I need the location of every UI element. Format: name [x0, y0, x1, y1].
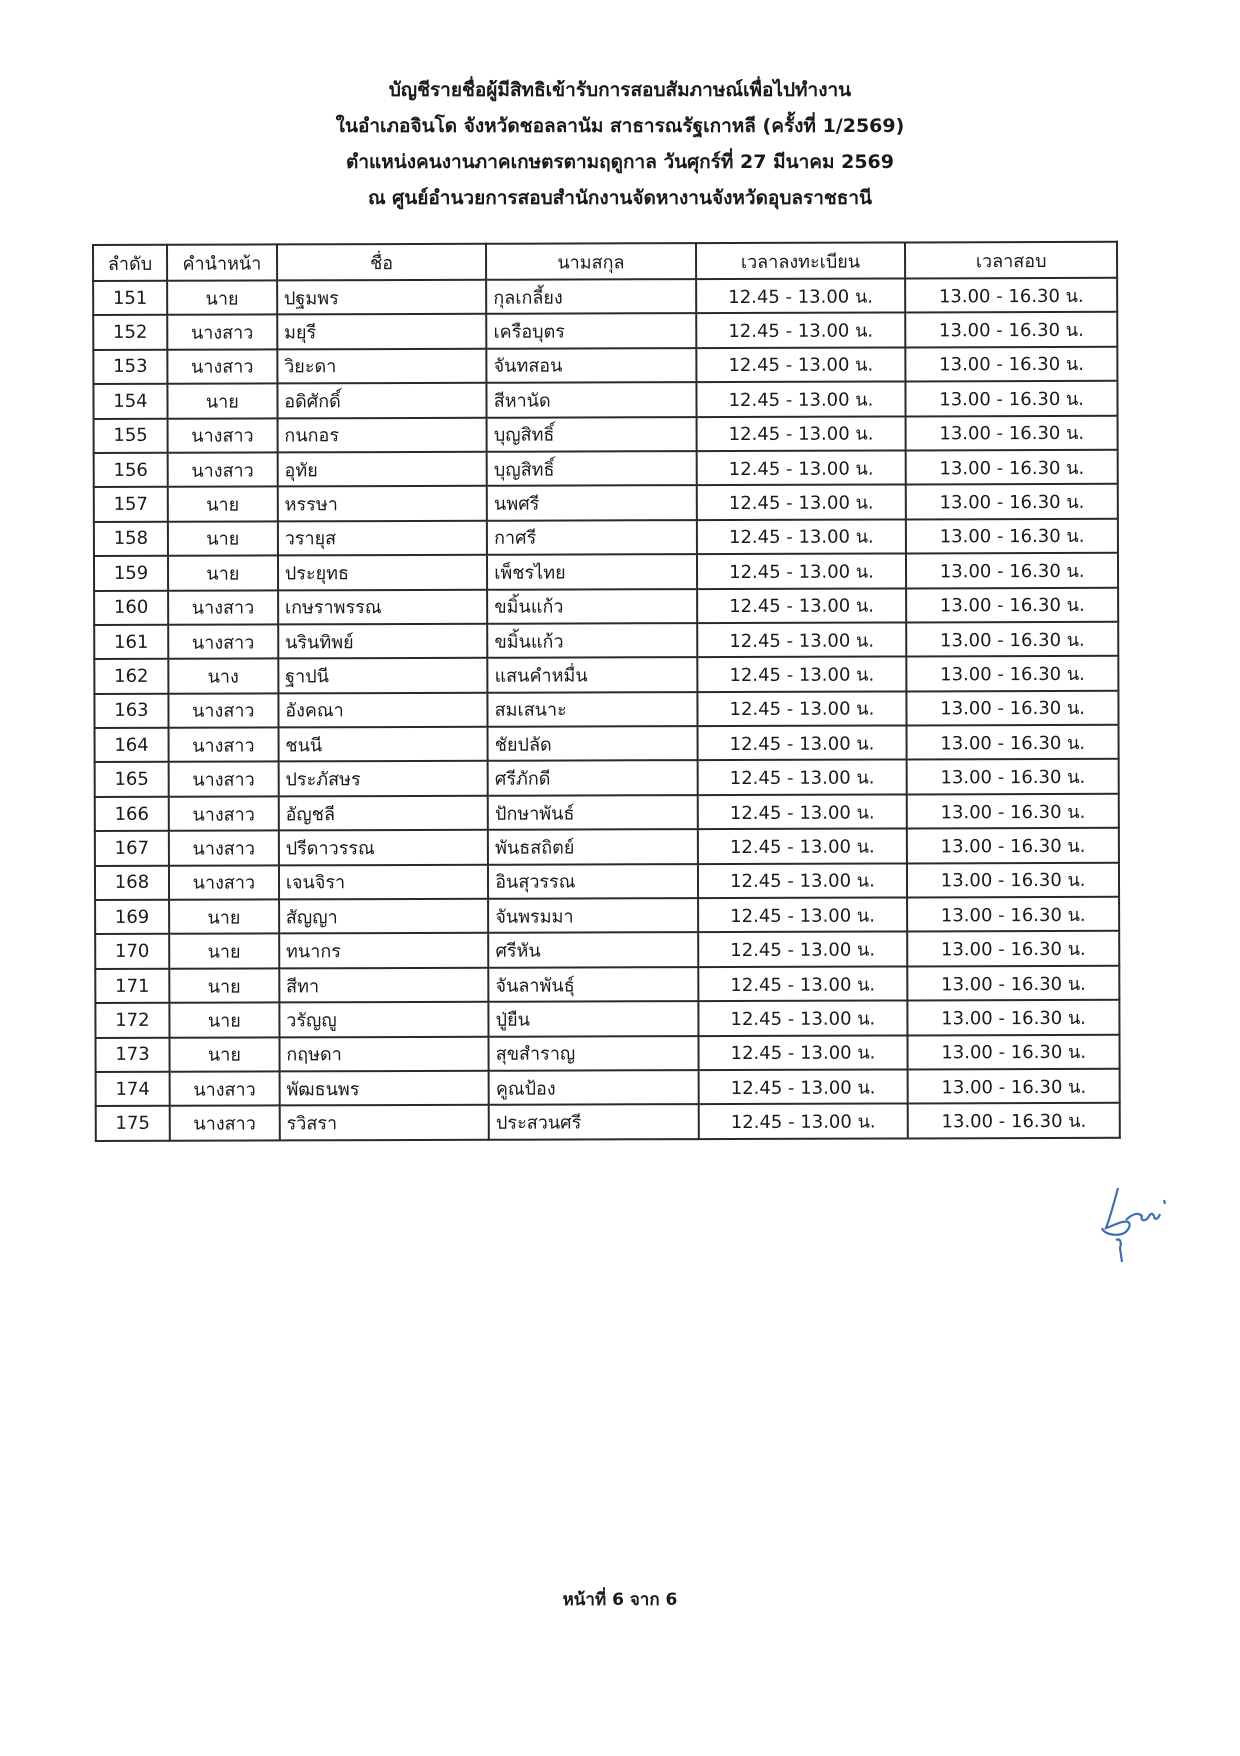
- cell-exam-time: 13.00 - 16.30 น.: [906, 347, 1118, 382]
- cell-surname: เครือบุตร: [486, 313, 695, 348]
- cell-registration-time: 12.45 - 13.00 น.: [697, 588, 907, 623]
- table-row: [95, 966, 1119, 1004]
- cell-registration-time: 12.45 - 13.00 น.: [697, 829, 907, 864]
- cell-order: 165: [95, 762, 169, 797]
- table-row: [95, 725, 1119, 763]
- cell-registration-time: 12.45 - 13.00 น.: [697, 657, 907, 692]
- cell-prefix: นาย: [169, 1037, 279, 1072]
- table-row: [94, 553, 1118, 591]
- table-row: [95, 862, 1119, 900]
- cell-exam-time: 13.00 - 16.30 น.: [907, 794, 1119, 829]
- cell-exam-time: 13.00 - 16.30 น.: [908, 1069, 1120, 1104]
- cell-prefix: นาย: [168, 556, 278, 591]
- table-row: [93, 278, 1117, 316]
- cell-first-name: ชนนี: [278, 727, 488, 762]
- cell-prefix: นางสาว: [168, 452, 278, 487]
- cell-order: 156: [94, 453, 168, 488]
- cell-exam-time: 13.00 - 16.30 น.: [907, 862, 1119, 897]
- table-row: [94, 484, 1118, 522]
- cell-order: 175: [96, 1106, 170, 1141]
- cell-surname: พันธสถิตย์: [488, 829, 697, 864]
- cell-registration-time: 12.45 - 13.00 น.: [698, 1001, 908, 1036]
- cell-registration-time: 12.45 - 13.00 น.: [698, 1104, 908, 1139]
- header-first-name: ชื่อ: [277, 244, 487, 281]
- table-row: [94, 622, 1118, 660]
- cell-surname: อินสุวรรณ: [488, 864, 697, 899]
- cell-first-name: พัฒธนพร: [279, 1071, 489, 1106]
- cell-surname: จันทสอน: [487, 348, 696, 383]
- cell-registration-time: 12.45 - 13.00 น.: [697, 691, 907, 726]
- cell-exam-time: 13.00 - 16.30 น.: [906, 519, 1118, 554]
- cell-order: 160: [94, 590, 168, 625]
- cell-registration-time: 12.45 - 13.00 น.: [696, 416, 906, 451]
- table-row: [93, 347, 1117, 385]
- cell-prefix: นาย: [169, 1003, 279, 1038]
- table-body: [93, 278, 1120, 1141]
- cell-registration-time: 12.45 - 13.00 น.: [696, 485, 906, 520]
- cell-order: 168: [95, 865, 169, 900]
- header-registration-time: เวลาลงทะเบียน: [696, 242, 906, 279]
- title-line-4: ณ ศูนย์อำนวยการสอบสำนักงานจัดหางานจังหวัดอุบลราชธานี: [367, 187, 873, 209]
- cell-surname: จันพรมมา: [488, 898, 697, 933]
- table-row: [94, 690, 1118, 728]
- cell-first-name: กนกอร: [277, 417, 487, 452]
- cell-surname: คูณป้อง: [489, 1070, 698, 1105]
- table-row: [95, 828, 1119, 866]
- cell-first-name: อังคณา: [278, 692, 488, 727]
- cell-prefix: นาย: [167, 384, 277, 419]
- cell-order: 161: [94, 625, 168, 660]
- cell-registration-time: 12.45 - 13.00 น.: [697, 794, 907, 829]
- cell-exam-time: 13.00 - 16.30 น.: [908, 966, 1120, 1001]
- table-row: [94, 415, 1118, 453]
- cell-order: 169: [95, 900, 169, 935]
- table-row: [94, 450, 1118, 488]
- cell-exam-time: 13.00 - 16.30 น.: [907, 931, 1119, 966]
- cell-surname: ประสวนศรี: [489, 1104, 698, 1139]
- cell-registration-time: 12.45 - 13.00 น.: [696, 450, 906, 485]
- cell-first-name: กฤษดา: [279, 1036, 489, 1071]
- cell-order: 163: [94, 693, 168, 728]
- cell-prefix: นาย: [169, 934, 279, 969]
- signature-image: [1088, 1178, 1178, 1268]
- cell-registration-time: 12.45 - 13.00 น.: [698, 863, 908, 898]
- cell-prefix: นาย: [169, 968, 279, 1003]
- cell-registration-time: 12.45 - 13.00 น.: [698, 966, 908, 1001]
- cell-prefix: นาย: [167, 280, 277, 315]
- cell-exam-time: 13.00 - 16.30 น.: [905, 278, 1117, 313]
- header-exam-time: เวลาสอบ: [905, 242, 1117, 279]
- cell-exam-time: 13.00 - 16.30 น.: [906, 622, 1118, 657]
- cell-order: 158: [94, 521, 168, 556]
- cell-prefix: นางสาว: [167, 349, 277, 384]
- cell-surname: เพ็ชรไทย: [487, 554, 696, 589]
- cell-exam-time: 13.00 - 16.30 น.: [906, 587, 1118, 622]
- cell-exam-time: 13.00 - 16.30 น.: [906, 484, 1118, 519]
- cell-exam-time: 13.00 - 16.30 น.: [907, 725, 1119, 760]
- cell-first-name: ประยุทธ: [278, 555, 488, 590]
- cell-registration-time: 12.45 - 13.00 น.: [697, 726, 907, 761]
- cell-surname: สมเสนาะ: [488, 692, 697, 727]
- cell-registration-time: 12.45 - 13.00 น.: [696, 313, 906, 348]
- cell-prefix: นางสาว: [170, 1071, 280, 1106]
- page-footer: หน้าที่ 6 จาก 6: [562, 1590, 678, 1610]
- table-row: [93, 312, 1117, 350]
- cell-surname: สีหานัด: [487, 382, 696, 417]
- cell-prefix: นาย: [169, 899, 279, 934]
- cell-exam-time: 13.00 - 16.30 น.: [907, 828, 1119, 863]
- cell-prefix: นางสาว: [169, 831, 279, 866]
- cell-surname: ศรีหัน: [488, 933, 697, 968]
- table-row: [96, 1103, 1120, 1141]
- cell-first-name: หรรษา: [278, 486, 488, 521]
- cell-prefix: นาย: [168, 521, 278, 556]
- cell-first-name: นรินทิพย์: [278, 624, 488, 659]
- table-row: [95, 1000, 1119, 1038]
- cell-first-name: ปฐมพร: [277, 280, 487, 315]
- title-line-1: บัญชีรายชื่อผู้มีสิทธิเข้ารับการสอบสัมภาษณ์เพื่อไปทำงาน: [388, 79, 852, 101]
- cell-exam-time: 13.00 - 16.30 น.: [906, 415, 1118, 450]
- cell-order: 174: [96, 1072, 170, 1107]
- cell-surname: บุญสิทธิ์: [487, 417, 696, 452]
- cell-first-name: มยุรี: [277, 314, 487, 349]
- cell-surname: ศรีภักดี: [488, 761, 697, 796]
- cell-surname: ปักษาพันธ์: [488, 795, 697, 830]
- cell-exam-time: 13.00 - 16.30 น.: [907, 656, 1119, 691]
- cell-surname: บุญสิทธิ์: [487, 451, 696, 486]
- cell-prefix: นางสาว: [169, 796, 279, 831]
- cell-registration-time: 12.45 - 13.00 น.: [696, 347, 906, 382]
- header-surname: นามสกุล: [486, 243, 696, 280]
- cell-prefix: นาย: [168, 487, 278, 522]
- table-row: [95, 794, 1119, 832]
- table-row: [94, 587, 1118, 625]
- table-row: [95, 931, 1119, 969]
- cell-first-name: รวิสรา: [280, 1105, 490, 1140]
- cell-surname: กุลเกลี้ยง: [486, 279, 695, 314]
- cell-first-name: สีทา: [279, 968, 489, 1003]
- cell-order: 162: [94, 659, 168, 694]
- cell-exam-time: 13.00 - 16.30 น.: [906, 553, 1118, 588]
- cell-first-name: สัญญา: [279, 899, 489, 934]
- cell-prefix: นางสาว: [168, 693, 278, 728]
- cell-exam-time: 13.00 - 16.30 น.: [907, 897, 1119, 932]
- cell-first-name: วิยะดา: [277, 349, 487, 384]
- cell-registration-time: 12.45 - 13.00 น.: [698, 1069, 908, 1104]
- cell-surname: ขมิ้นแก้ว: [487, 623, 696, 658]
- cell-registration-time: 12.45 - 13.00 น.: [698, 932, 908, 967]
- table-row: [95, 759, 1119, 797]
- cell-order: 155: [94, 418, 168, 453]
- cell-exam-time: 13.00 - 16.30 น.: [906, 450, 1118, 485]
- cell-exam-time: 13.00 - 16.30 น.: [906, 312, 1118, 347]
- table-row: [95, 1034, 1119, 1072]
- cell-surname: นพศรี: [487, 485, 696, 520]
- table-row: [94, 519, 1118, 557]
- cell-prefix: นาง: [168, 659, 278, 694]
- header-order: ลำดับ: [93, 245, 167, 281]
- cell-prefix: นางสาว: [168, 727, 278, 762]
- cell-prefix: นางสาว: [167, 418, 277, 453]
- cell-registration-time: 12.45 - 13.00 น.: [697, 554, 907, 589]
- cell-surname: กาศรี: [487, 520, 696, 555]
- cell-order: 167: [95, 831, 169, 866]
- cell-registration-time: 12.45 - 13.00 น.: [698, 1035, 908, 1070]
- cell-prefix: นางสาว: [168, 590, 278, 625]
- cell-surname: แสนคำหมื่น: [488, 657, 697, 692]
- cell-order: 157: [94, 487, 168, 522]
- cell-exam-time: 13.00 - 16.30 น.: [907, 759, 1119, 794]
- cell-first-name: เจนจิรา: [279, 864, 489, 899]
- cell-prefix: นางสาว: [170, 1106, 280, 1141]
- table-row: [93, 381, 1117, 419]
- cell-first-name: ประภัสษร: [278, 761, 488, 796]
- title-line-3: ตำแหน่งคนงานภาคเกษตรตามฤดูกาล วันศุกร์ที่ 27 มีนาคม 2569: [346, 151, 894, 173]
- cell-order: 171: [95, 969, 169, 1004]
- cell-registration-time: 12.45 - 13.00 น.: [698, 897, 908, 932]
- cell-registration-time: 12.45 - 13.00 น.: [697, 622, 907, 657]
- cell-registration-time: 12.45 - 13.00 น.: [696, 382, 906, 417]
- cell-order: 173: [95, 1037, 169, 1072]
- cell-first-name: วรัญญู: [279, 1002, 489, 1037]
- cell-surname: จันลาพันธุ์: [488, 967, 697, 1002]
- cell-exam-time: 13.00 - 16.30 น.: [908, 1000, 1120, 1035]
- cell-surname: สุขสำราญ: [489, 1036, 698, 1071]
- cell-first-name: อดิศักดิ์: [277, 383, 487, 418]
- cell-order: 153: [93, 350, 167, 385]
- cell-surname: ปู่ยืน: [489, 1001, 698, 1036]
- cell-surname: ชัยปลัด: [488, 726, 697, 761]
- cell-prefix: นางสาว: [169, 762, 279, 797]
- table-row: [95, 897, 1119, 935]
- cell-surname: ขมิ้นแก้ว: [487, 589, 696, 624]
- cell-exam-time: 13.00 - 16.30 น.: [908, 1034, 1120, 1069]
- document-title-block: [0, 72, 1240, 216]
- cell-prefix: นางสาว: [167, 315, 277, 350]
- cell-exam-time: 13.00 - 16.30 น.: [906, 381, 1118, 416]
- cell-first-name: ทนากร: [279, 933, 489, 968]
- cell-order: 154: [93, 384, 167, 419]
- table-row: [96, 1069, 1120, 1107]
- cell-first-name: อุทัย: [277, 452, 487, 487]
- candidate-table: [92, 241, 1121, 1142]
- cell-first-name: วรายุส: [278, 520, 488, 555]
- cell-registration-time: 12.45 - 13.00 น.: [696, 278, 906, 313]
- table-row: [94, 656, 1118, 694]
- cell-registration-time: 12.45 - 13.00 น.: [696, 519, 906, 554]
- cell-prefix: นางสาว: [169, 865, 279, 900]
- cell-order: 172: [95, 1003, 169, 1038]
- cell-exam-time: 13.00 - 16.30 น.: [908, 1103, 1120, 1138]
- title-line-2: ในอำเภอจินโด จังหวัดชอลลานัม สาธารณรัฐเกาหลี (ครั้งที่ 1/2569): [335, 115, 905, 137]
- cell-exam-time: 13.00 - 16.30 น.: [907, 690, 1119, 725]
- cell-order: 152: [93, 315, 167, 350]
- cell-registration-time: 12.45 - 13.00 น.: [697, 760, 907, 795]
- cell-order: 166: [95, 797, 169, 832]
- cell-first-name: ปรีดาวรรณ: [279, 830, 489, 865]
- cell-prefix: นางสาว: [168, 624, 278, 659]
- table-header-row: [93, 242, 1117, 281]
- cell-order: 170: [95, 934, 169, 969]
- header-prefix: คำนำหน้า: [167, 244, 277, 280]
- cell-first-name: ฐาปนี: [278, 658, 488, 693]
- cell-first-name: เกษราพรรณ: [278, 589, 488, 624]
- cell-order: 151: [93, 281, 167, 316]
- cell-order: 164: [95, 728, 169, 763]
- cell-order: 159: [94, 556, 168, 591]
- cell-first-name: อัญชลี: [279, 796, 489, 831]
